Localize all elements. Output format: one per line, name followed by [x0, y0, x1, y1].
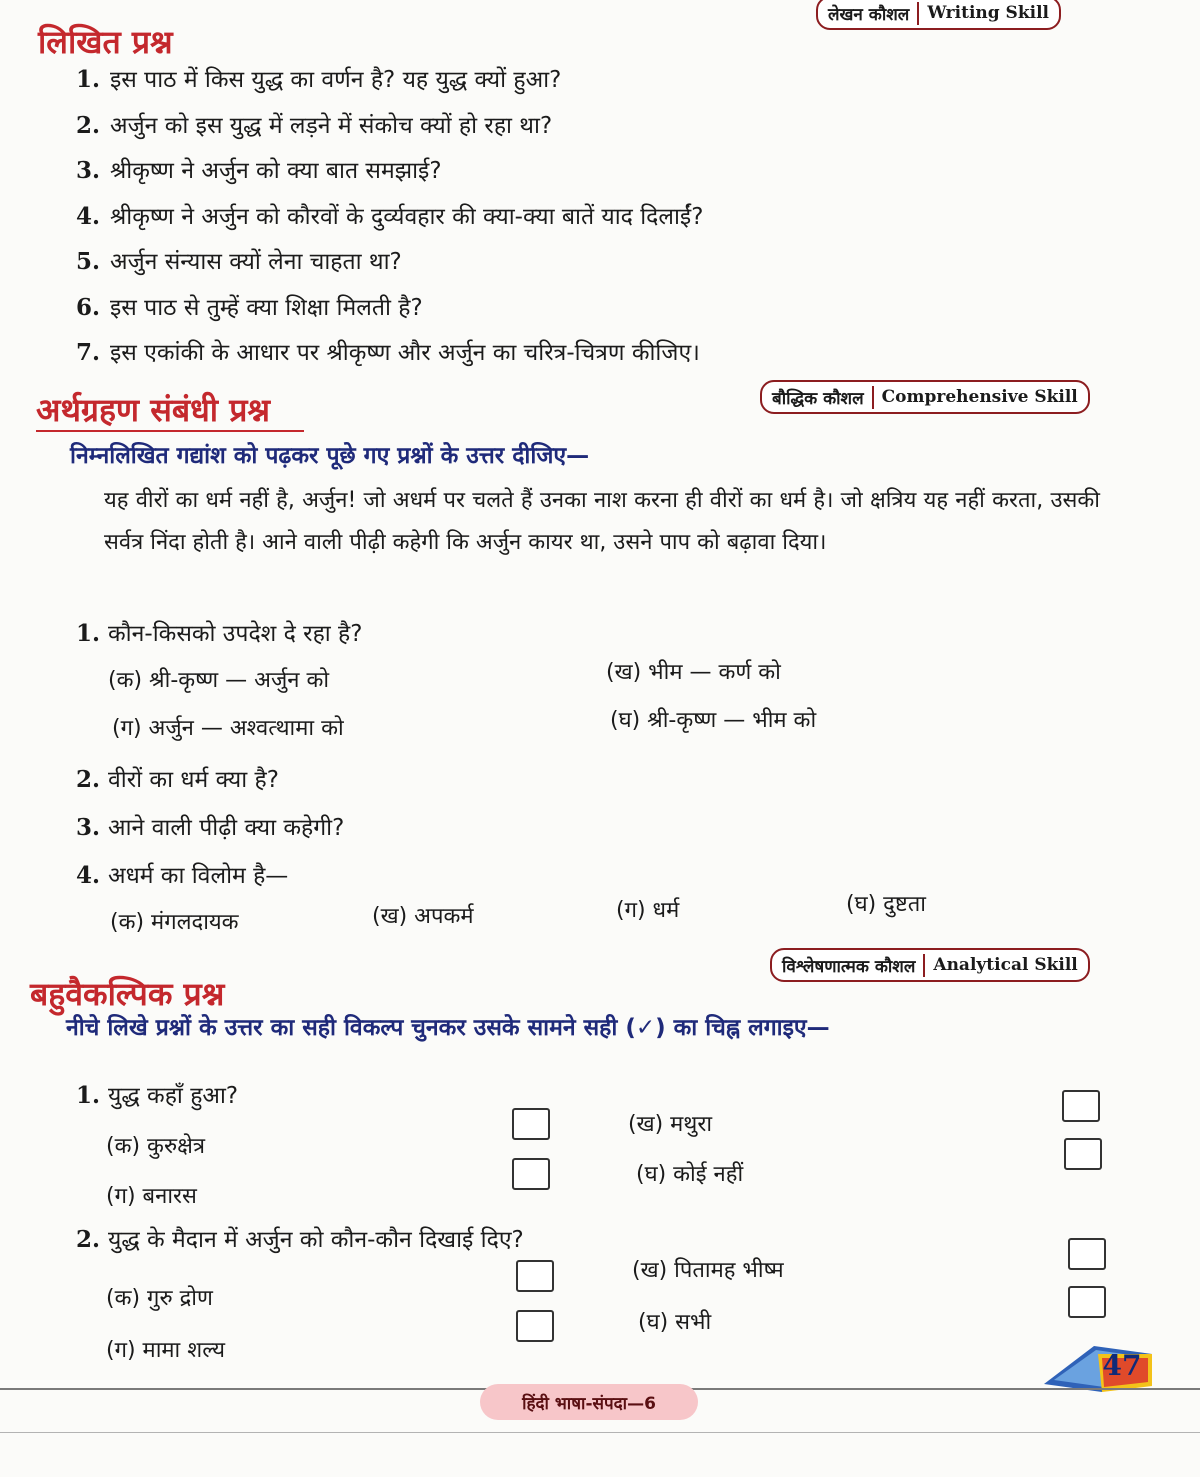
list-item — [76, 337, 1136, 369]
list-item — [76, 292, 1136, 324]
checkbox-kha[interactable] — [1062, 1090, 1100, 1122]
question-number: 2. — [76, 1226, 101, 1253]
question-number: 2. — [76, 766, 101, 793]
option-kha: (ख) पितामह भीष्म — [632, 1258, 784, 1283]
checkbox-ga[interactable] — [516, 1310, 554, 1342]
question-number: 4. — [76, 202, 101, 230]
option-gha: (घ) श्री-कृष्ण — भीम को — [610, 708, 817, 733]
skill-tag-english: Writing Skill — [927, 3, 1049, 23]
option-gha: (घ) कोई नहीं — [636, 1162, 744, 1187]
written-questions-heading: लिखित प्रश्न — [38, 23, 173, 61]
option-kha: (ख) अपकर्म — [372, 904, 474, 929]
question-text: श्रीकृष्ण ने अर्जुन को कौरवों के दुर्व्यवहार की क्या-क्या बातें याद दिलाईं? — [110, 203, 704, 230]
option-ka: (क) कुरुक्षेत्र — [106, 1134, 206, 1159]
skill-tag-english: Analytical Skill — [933, 955, 1078, 975]
mcq-instruction: नीचे लिखे प्रश्नों के उत्तर का सही विकल्प चुनकर उसके सामने सही (✓) का चिह्न लगाइए— — [66, 1015, 830, 1041]
option-gha: (घ) दुष्टता — [846, 892, 926, 917]
comprehension-question-4 — [76, 858, 288, 890]
analytical-skill-tag — [770, 948, 1090, 982]
question-number: 2. — [76, 111, 101, 139]
question-number: 7. — [76, 339, 101, 366]
question-text: इस पाठ से तुम्हें क्या शिक्षा मिलती है? — [110, 294, 423, 321]
question-text: इस एकांकी के आधार पर श्रीकृष्ण और अर्जुन का चरित्र-चित्रण कीजिए। — [110, 340, 700, 366]
question-text: अर्जुन को इस युद्ध में लड़ने में संकोच क्यों हो रहा था? — [110, 112, 553, 139]
list-item — [76, 201, 1136, 233]
question-text: वीरों का धर्म क्या है? — [108, 767, 279, 793]
skill-tag-hindi: विश्लेषणात्मक कौशल — [782, 954, 925, 977]
question-number: 5. — [76, 248, 101, 275]
mcq-question-2 — [76, 1222, 524, 1254]
list-item — [76, 155, 1136, 187]
checkbox-ga[interactable] — [512, 1158, 550, 1190]
list-item — [76, 110, 1136, 142]
option-ka: (क) मंगलदायक — [110, 910, 239, 935]
book-title-badge: हिंदी भाषा-संपदा—6 — [480, 1384, 698, 1420]
question-text: अधर्म का विलोम है— — [108, 863, 289, 889]
comprehension-passage: यह वीरों का धर्म नहीं है, अर्जुन! जो अधर्म पर चलते हैं उनका नाश करना ही वीरों का धर्म है। जो क्षत्रिय यह नहीं करता, उसकी सर्वत्र निंदा होती है। आने वाली पीढ़ी कहेगी कि अर्जुन कायर था, उसने पाप को बढ़ावा दिया। — [104, 488, 1100, 555]
written-question-list — [76, 64, 1136, 383]
question-text: इस पाठ में किस युद्ध का वर्णन है? यह युद्ध क्यों हुआ? — [110, 67, 562, 93]
checkbox-ka[interactable] — [512, 1108, 550, 1140]
comprehension-heading-rule — [36, 430, 304, 432]
comprehension-question-3 — [76, 810, 344, 842]
question-number: 3. — [76, 157, 101, 184]
writing-skill-tag — [816, 0, 1061, 30]
option-ga: (ग) धर्म — [616, 898, 680, 923]
list-item — [76, 64, 1136, 96]
comprehension-question-2 — [76, 762, 279, 794]
comprehension-heading: अर्थग्रहण संबंधी प्रश्न — [36, 391, 271, 429]
skill-tag-english: Comprehensive Skill — [881, 387, 1078, 407]
question-text: श्रीकृष्ण ने अर्जुन को क्या बात समझाई? — [110, 158, 442, 184]
page-number: 47 — [1102, 1348, 1142, 1382]
option-gha: (घ) सभी — [638, 1310, 712, 1335]
mcq-question-1 — [76, 1078, 238, 1110]
list-item — [76, 246, 1136, 278]
question-number: 4. — [76, 862, 101, 889]
checkbox-gha[interactable] — [1064, 1138, 1102, 1170]
question-number: 1. — [76, 1082, 101, 1109]
option-ka: (क) श्री-कृष्ण — अर्जुन को — [108, 668, 330, 693]
option-kha: (ख) भीम — कर्ण को — [606, 660, 781, 685]
option-ga: (ग) अर्जुन — अश्वत्थामा को — [112, 716, 344, 741]
footer-bottom-rule — [0, 1432, 1200, 1433]
comprehensive-skill-tag — [760, 380, 1090, 414]
option-ka: (क) गुरु द्रोण — [106, 1286, 213, 1311]
option-ga: (ग) बनारस — [106, 1184, 197, 1209]
skill-tag-hindi: बौद्धिक कौशल — [772, 386, 874, 409]
question-text: कौन-किसको उपदेश दे रहा है? — [108, 621, 363, 647]
question-number: 6. — [76, 293, 101, 321]
question-text: आने वाली पीढ़ी क्या कहेगी? — [108, 815, 345, 841]
comprehension-question-1 — [76, 616, 362, 648]
option-ga: (ग) मामा शल्य — [106, 1338, 226, 1363]
checkbox-gha[interactable] — [1068, 1286, 1106, 1318]
question-number: 1. — [76, 66, 101, 93]
question-text: अर्जुन संन्यास क्यों लेना चाहता था? — [110, 249, 402, 275]
skill-tag-hindi: लेखन कौशल — [828, 2, 919, 25]
option-kha: (ख) मथुरा — [628, 1112, 713, 1137]
question-number: 1. — [76, 620, 101, 647]
mcq-heading: बहुवैकल्पिक प्रश्न — [30, 975, 225, 1013]
checkbox-kha[interactable] — [1068, 1238, 1106, 1270]
question-number: 3. — [76, 814, 101, 841]
comprehension-instruction: निम्नलिखित गद्यांश को पढ़कर पूछे गए प्रश्नों के उत्तर दीजिए— — [70, 443, 590, 469]
question-text: युद्ध कहाँ हुआ? — [108, 1083, 239, 1109]
checkbox-ka[interactable] — [516, 1260, 554, 1292]
question-text: युद्ध के मैदान में अर्जुन को कौन-कौन दिखाई दिए? — [108, 1227, 524, 1253]
